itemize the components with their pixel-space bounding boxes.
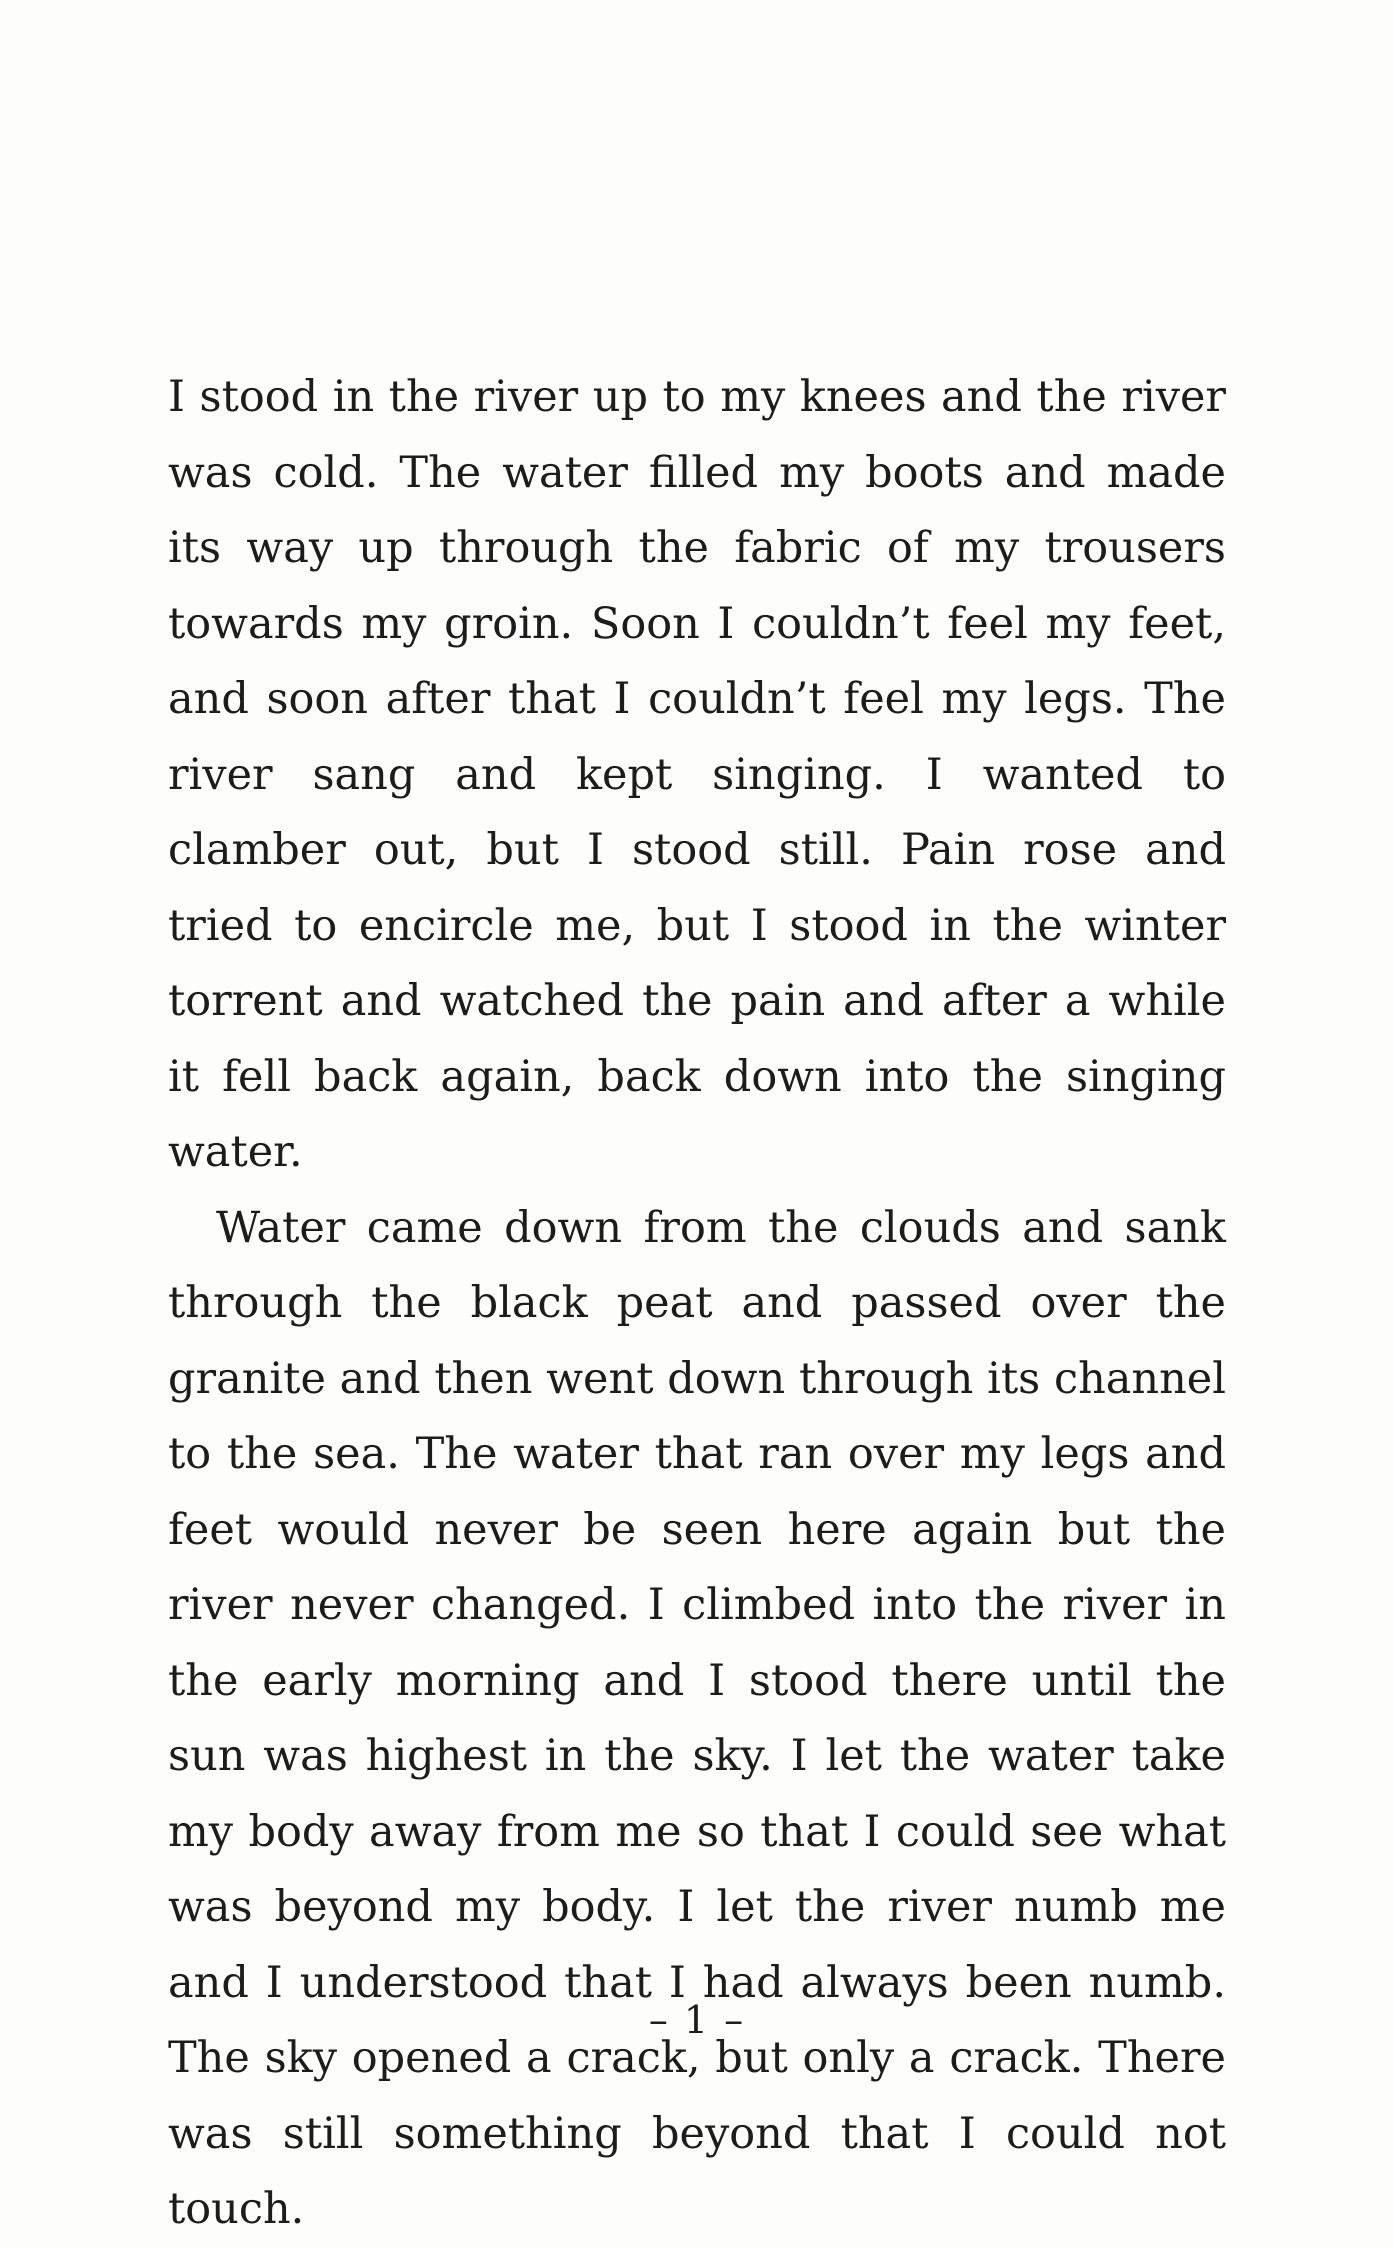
body-text [168, 360, 1226, 2248]
paragraph-2: Water came down from the clouds and sank through the black peat and passed over the granite and then went down through its channel to the sea. The water that ran over my legs and feet would never be seen here again but the river never changed. I climbed into the river in the early morning and I stood there until the sun was highest in the sky. I let the water take my body away from me so that I could see what was beyond my body. I let the river numb me and I understood that I had always been numb. The sky opened a crack, but only a crack. There was still something beyond that I could not touch. [168, 1202, 1226, 2234]
paragraph-1: I stood in the river up to my knees and the river was cold. The water filled my boots and made its way up through the fabric of my trousers towards my groin. Soon I couldn’t feel my feet, and soon after that I couldn’t feel my legs. The river sang and kept singing. I wanted to clamber out, but I stood still. Pain rose and tried to encircle me, but I stood in the winter torrent and watched the pain and after a while it fell back again, back down into the singing water. [168, 372, 1226, 1177]
page-number: – 1 – [648, 1998, 746, 2042]
